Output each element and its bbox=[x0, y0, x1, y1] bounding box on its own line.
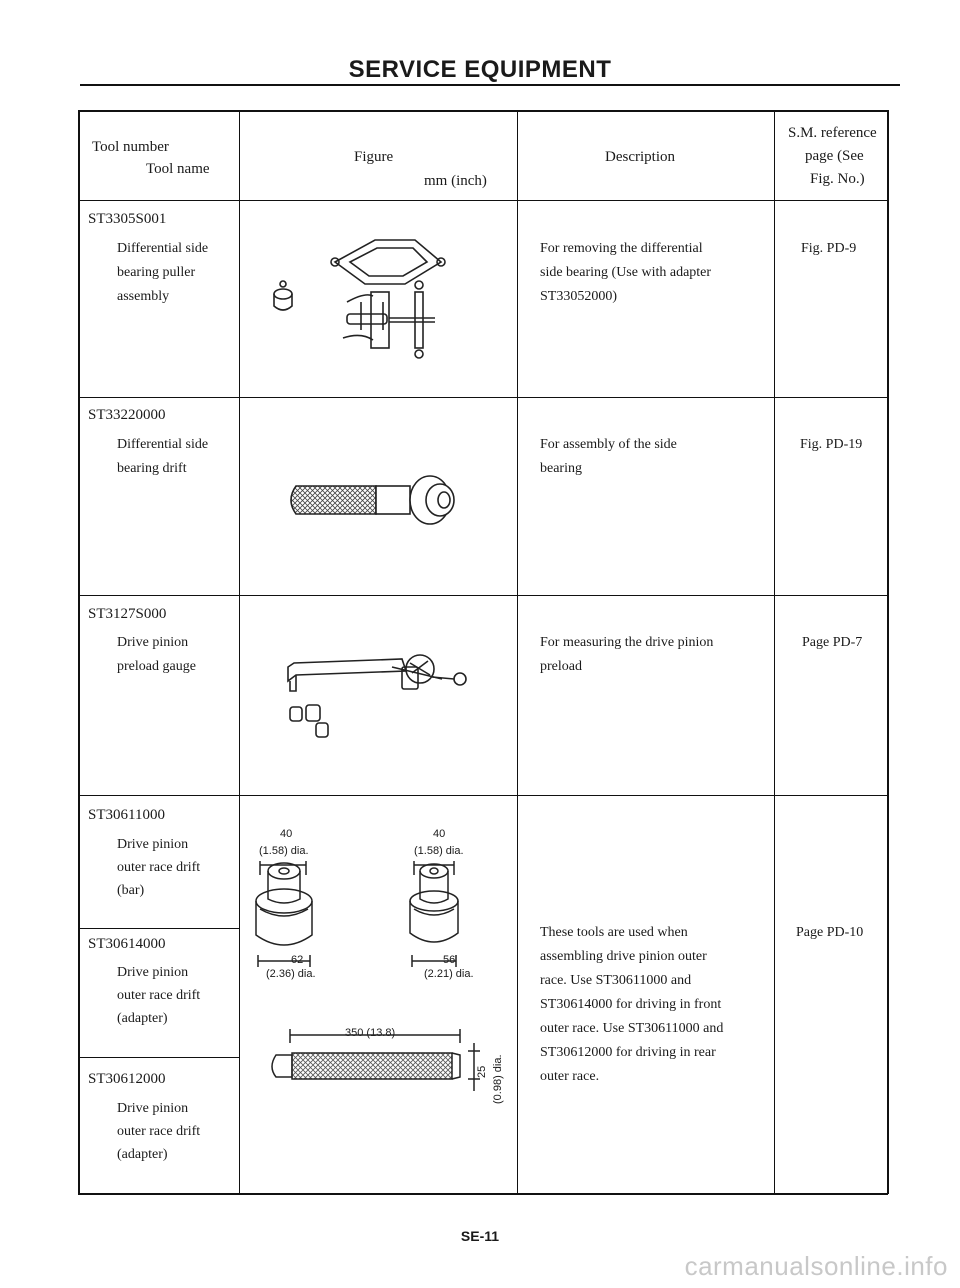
tool-name-line: Drive pinion bbox=[117, 635, 189, 650]
header-ref-line3: Fig. No.) bbox=[810, 171, 865, 187]
header-ref-line1: S.M. reference bbox=[788, 125, 877, 141]
tool-name-line: (bar) bbox=[117, 883, 145, 898]
dim-label: 62 bbox=[291, 954, 304, 966]
tool-number: ST30614000 bbox=[88, 936, 166, 952]
tool-name-line: (adapter) bbox=[117, 1147, 168, 1162]
reference: Fig. PD-19 bbox=[800, 437, 863, 452]
group-reference: Page PD-10 bbox=[796, 925, 864, 940]
tool-name-line: Drive pinion bbox=[117, 1101, 189, 1116]
tool-name-line: bearing puller bbox=[117, 265, 196, 280]
tool-name-line: assembly bbox=[117, 289, 170, 304]
dim-label: 40 bbox=[433, 828, 446, 840]
tool-number: ST3127S000 bbox=[88, 606, 167, 622]
description-line: For measuring the drive pinion bbox=[540, 635, 714, 650]
reference: Page PD-7 bbox=[802, 635, 863, 650]
tool-name-line: outer race drift bbox=[117, 860, 201, 875]
tool-number: ST3305S001 bbox=[88, 211, 167, 227]
page-title: SERVICE EQUIPMENT bbox=[348, 56, 612, 83]
dim-label: 350 (13.8) bbox=[345, 1027, 396, 1039]
dim-label: (1.58) dia. bbox=[259, 845, 309, 857]
top-rule bbox=[80, 84, 900, 86]
tool-name-line: bearing drift bbox=[117, 461, 187, 476]
watermark: carmanualsonline.info bbox=[684, 1251, 948, 1281]
description-line: For removing the differential bbox=[540, 241, 703, 256]
header-units: mm (inch) bbox=[424, 173, 487, 189]
outer-race-drift-illustration bbox=[248, 855, 518, 1105]
preload-gauge-illustration bbox=[282, 645, 482, 745]
description-line: side bearing (Use with adapter bbox=[540, 265, 712, 280]
tool-name-line: Drive pinion bbox=[117, 965, 189, 980]
tool-name-line: Differential side bbox=[117, 437, 209, 452]
dim-label: 56 bbox=[443, 954, 456, 966]
description-line: bearing bbox=[540, 461, 582, 476]
bearing-drift-illustration bbox=[280, 468, 500, 528]
tool-number: ST30611000 bbox=[88, 807, 165, 823]
tool-name-line: (adapter) bbox=[117, 1011, 168, 1026]
description-line: For assembly of the side bbox=[540, 437, 677, 452]
tool-number: ST33220000 bbox=[88, 407, 166, 423]
header-tool-number: Tool number bbox=[92, 139, 169, 155]
tool-name-line: outer race drift bbox=[117, 1124, 201, 1139]
dim-label: 40 bbox=[280, 828, 293, 840]
header-description: Description bbox=[605, 149, 675, 165]
header-tool-name: Tool name bbox=[146, 161, 210, 177]
bearing-puller-illustration bbox=[265, 222, 495, 362]
tool-name-line: Differential side bbox=[117, 241, 209, 256]
tool-name-line: outer race drift bbox=[117, 988, 201, 1003]
dim-label: (2.21) dia. bbox=[424, 968, 474, 980]
tool-name-line: Drive pinion bbox=[117, 837, 189, 852]
header-figure: Figure bbox=[354, 149, 394, 165]
page-number: SE-11 bbox=[460, 1228, 500, 1244]
dim-label: (0.98) dia. bbox=[492, 1054, 504, 1104]
dim-label: (1.58) dia. bbox=[414, 845, 464, 857]
description-line: preload bbox=[540, 659, 582, 674]
dim-label: (2.36) dia. bbox=[266, 968, 316, 980]
dim-label: 25 bbox=[476, 1065, 488, 1078]
header-ref-line2: page (See bbox=[805, 148, 864, 164]
reference: Fig. PD-9 bbox=[801, 241, 857, 256]
description-line: ST33052000) bbox=[540, 289, 617, 304]
tool-number: ST30612000 bbox=[88, 1071, 166, 1087]
tool-name-line: preload gauge bbox=[117, 659, 196, 674]
